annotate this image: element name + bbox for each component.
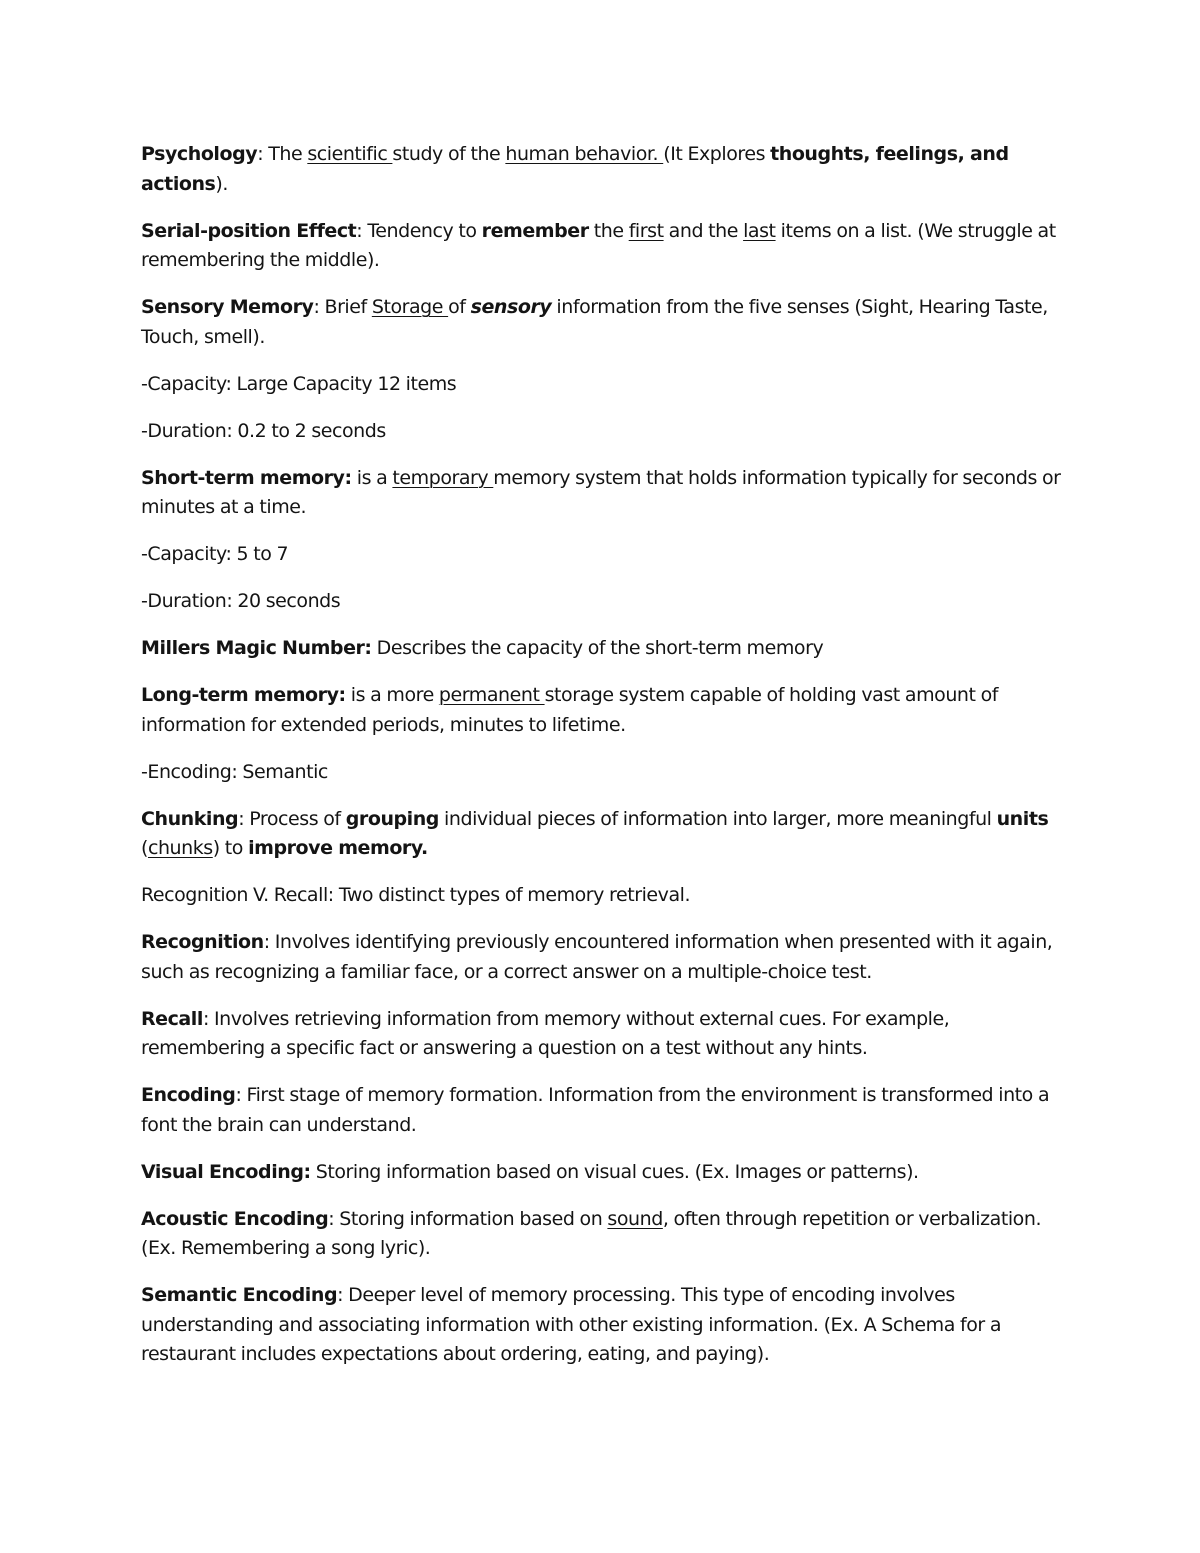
text-run: -Duration: 0.2 to 2 seconds <box>141 419 386 442</box>
text-run: is a <box>351 466 393 489</box>
bold-term: Long-term memory: <box>141 684 346 706</box>
bold-term: Psychology <box>141 143 258 165</box>
paragraph-encoding <box>141 1081 1061 1140</box>
text-run: items on a list. (We struggle at remembering the middle). <box>141 219 1056 271</box>
bold-term: Recall <box>141 1007 203 1030</box>
paragraph-long-term-memory <box>141 681 1061 740</box>
text-run: : Involves identifying previously encountered information when presented with it again, such as recognizing a familiar face, or a correct answer on a multiple-choice test. <box>141 931 1053 983</box>
paragraph-recognition <box>141 928 1061 987</box>
text-run: : Process of <box>238 807 346 830</box>
bold-term: Serial-position Effect <box>141 219 357 242</box>
text-run: ) to <box>212 837 249 859</box>
text-run: study of the <box>392 143 506 165</box>
paragraph-visual-encoding <box>141 1158 1061 1188</box>
bold-term: Short-term memory: <box>141 466 352 489</box>
paragraph-short-term-memory <box>141 464 1061 523</box>
bold-term: Sensory Memory <box>141 296 314 318</box>
paragraph-sensory-memory <box>141 293 1061 352</box>
bold-term: units <box>996 807 1049 830</box>
text-run: the <box>588 219 629 242</box>
paragraph-sensory-duration <box>141 417 1061 447</box>
text-run: and the <box>663 219 744 242</box>
bold-term: remember <box>481 219 589 242</box>
text-run: of <box>448 296 471 318</box>
text-run: (It Explores <box>663 143 771 165</box>
text-run: -Encoding: Semantic <box>141 760 328 783</box>
bold-term: Chunking <box>141 807 239 830</box>
text-run: -Capacity: Large Capacity 12 items <box>141 372 457 395</box>
paragraph-recall <box>141 1005 1061 1064</box>
text-run: Describes the capacity of the short-term memory <box>371 637 824 659</box>
bold-term: thoughts, feelings, and actions <box>141 143 1009 195</box>
text-run: storage system capable of holding vast amount of information for extended periods, minutes to lifetime. <box>141 684 999 736</box>
text-run: information from the five senses (Sight, Hearing Taste, Touch, smell). <box>141 296 1048 348</box>
text-run: individual pieces of information into larger, more meaningful <box>438 807 997 830</box>
document-page <box>141 140 1061 1370</box>
underlined-term: last <box>743 219 776 242</box>
paragraph-recognition-vs-recall <box>141 881 1061 911</box>
text-run: -Capacity: 5 to 7 <box>141 543 289 565</box>
bold-term: Encoding <box>141 1084 236 1106</box>
bold-italic-term: sensory <box>470 296 552 318</box>
paragraph-psychology <box>141 140 1061 199</box>
paragraph-serial-position-effect <box>141 217 1061 276</box>
text-run: : First stage of memory formation. Information from the environment is transformed into a font the brain can understand. <box>141 1084 1050 1136</box>
underlined-term: sound <box>607 1207 663 1230</box>
text-run: : Tendency to <box>356 219 482 242</box>
underlined-term: first <box>628 219 664 242</box>
paragraph-millers-magic-number <box>141 634 1061 664</box>
underlined-term: permanent <box>438 684 545 706</box>
text-run: ( <box>141 837 148 859</box>
text-run: -Duration: 20 seconds <box>141 590 341 612</box>
bold-term: Millers Magic Number: <box>141 637 372 659</box>
bold-term: improve memory. <box>248 837 428 859</box>
text-run: , often through repetition or verbalization. (Ex. Remembering a song lyric). <box>141 1207 1042 1259</box>
text-run: : Deeper level of memory processing. This type of encoding involves understanding and associating information with other existing information. (Ex. A Schema for a restaurant includes expectations about ordering, eating, and paying). <box>141 1284 1002 1365</box>
bold-term: Acoustic Encoding <box>141 1207 329 1230</box>
paragraph-short-term-duration <box>141 587 1061 617</box>
text-run: : Brief <box>313 296 372 318</box>
paragraph-short-term-capacity <box>141 540 1061 570</box>
text-run: memory system that holds information typically for seconds or minutes at a time. <box>141 466 1061 518</box>
paragraph-chunking <box>141 805 1061 864</box>
text-run: : Involves retrieving information from memory without external cues. For example, remembering a specific fact or answering a question on a test without any hints. <box>141 1007 950 1059</box>
bold-term: Visual Encoding: <box>141 1160 311 1183</box>
text-run: : Storing information based on <box>328 1207 608 1230</box>
underlined-term: human behavior. <box>505 143 664 165</box>
paragraph-acoustic-encoding <box>141 1205 1061 1264</box>
paragraph-sensory-capacity <box>141 370 1061 400</box>
underlined-term: scientific <box>307 143 393 165</box>
paragraph-semantic-encoding <box>141 1281 1061 1370</box>
text-run: is a more <box>345 684 439 706</box>
underlined-term: chunks <box>147 837 213 859</box>
text-run: Recognition V. Recall: Two distinct types of memory retrieval. <box>141 884 691 906</box>
underlined-term: temporary <box>392 466 494 489</box>
bold-term: Recognition <box>141 931 264 953</box>
text-run: : The <box>257 143 308 165</box>
paragraph-long-term-encoding <box>141 758 1061 788</box>
bold-term: Semantic Encoding <box>141 1284 338 1306</box>
text-run: ). <box>215 172 228 195</box>
text-run: Storing information based on visual cues. (Ex. Images or patterns). <box>310 1160 919 1183</box>
underlined-term: Storage <box>371 296 449 318</box>
bold-term: grouping <box>345 807 439 830</box>
